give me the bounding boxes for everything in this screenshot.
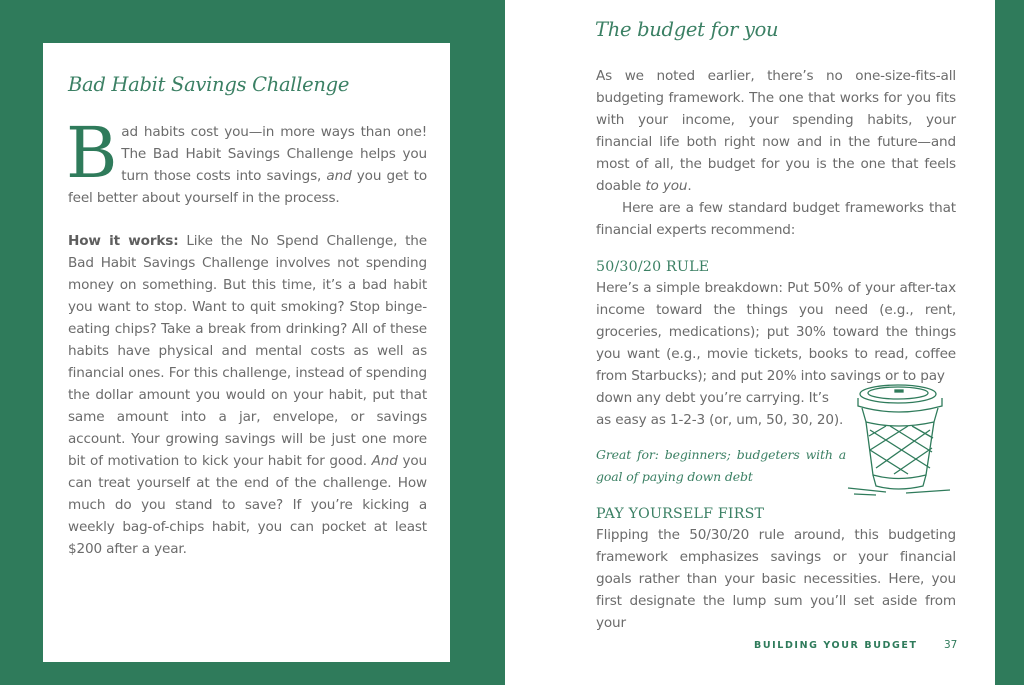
right-page (507, 0, 995, 685)
drop-cap: B (66, 112, 118, 194)
how-it-works-text-after: you can treat yourself at the end of the challenge. How much do you stand to save? If you’re kicking a weekly bag-of-chips habit, you can pocket at least $200 after a year. (68, 453, 427, 557)
budget-title: The budget for you (595, 18, 779, 41)
challenge-body (66, 112, 428, 560)
page-number: 37 (944, 639, 958, 651)
budget-intro (596, 65, 956, 197)
challenge-card (43, 43, 450, 662)
great-for-note: Great for: beginners; budgeters with a goal of paying down debt (596, 447, 846, 484)
budget-intro-2: Here are a few standard budget frameworks that financial experts recommend: (596, 200, 956, 238)
how-it-works-label: How it works: (68, 233, 179, 249)
pay-yourself-text: Flipping the 50/30/20 rule around, this budgeting framework emphasizes savings or your financial goals rather than your basic necessities. Here, you first designate the lump sum you’ll set aside from your (596, 527, 956, 631)
budget-intro-text: As we noted earlier, there’s no one-size-fits-all budgeting framework. The one that works for you fits with your income, your spending habits, your financial life both right now and in the future—and most of all, the budget for you is the one that feels doable (596, 68, 956, 194)
how-it-works-paragraph (68, 230, 427, 560)
rule-text: Here’s a simple breakdown: Put 50% of your after-tax income toward the things you need (e.g., rent, groceries, medications); put 30% toward the things you want (e.g., movie tickets, books to read, coffee from Starbucks); and put 20% into savings or to pay (596, 280, 956, 384)
rule-text-narrow: down any debt you’re carrying. It’s as easy as 1-2-3 (or, um, 50, 30, 20). (596, 390, 844, 428)
rule-heading: 50/30/20 RULE (596, 259, 710, 275)
intro-text-after: you get to feel better about yourself in the process. (68, 168, 428, 206)
how-it-works-emphasis: And (371, 453, 398, 469)
chapter-footer: BUILDING YOUR BUDGET (754, 640, 918, 651)
left-page-background (0, 0, 505, 685)
challenge-title: Bad Habit Savings Challenge (68, 73, 350, 96)
how-it-works-text: Like the No Spend Challenge, the Bad Habit Savings Challenge involves not spending money on something. But this time, it’s a bad habit you want to stop. Want to quit smoking? Stop binge-eating chips? Take a break from drinking? All of these habits have physical and mental costs as well as financial ones. For this challenge, instead of spending the dollar amount you would on your habit, put that same amount into a jar, envelope, or savings account. Your growing savings will be just one more bit of motivation to kick your habit for good. (68, 233, 427, 469)
intro-paragraph (66, 112, 428, 209)
intro-text: ad habits cost you—in more ways than one! The Bad Habit Savings Challenge helps you turn those costs into savings, (121, 124, 427, 184)
pay-yourself-heading: PAY YOURSELF FIRST (596, 506, 765, 522)
intro-emphasis: and (326, 168, 352, 184)
budget-body (596, 65, 956, 634)
coffee-cup-icon (846, 380, 956, 500)
budget-intro-emphasis: to you (645, 178, 688, 194)
budget-intro-after: . (687, 178, 692, 194)
right-edge-strip (995, 0, 1024, 685)
